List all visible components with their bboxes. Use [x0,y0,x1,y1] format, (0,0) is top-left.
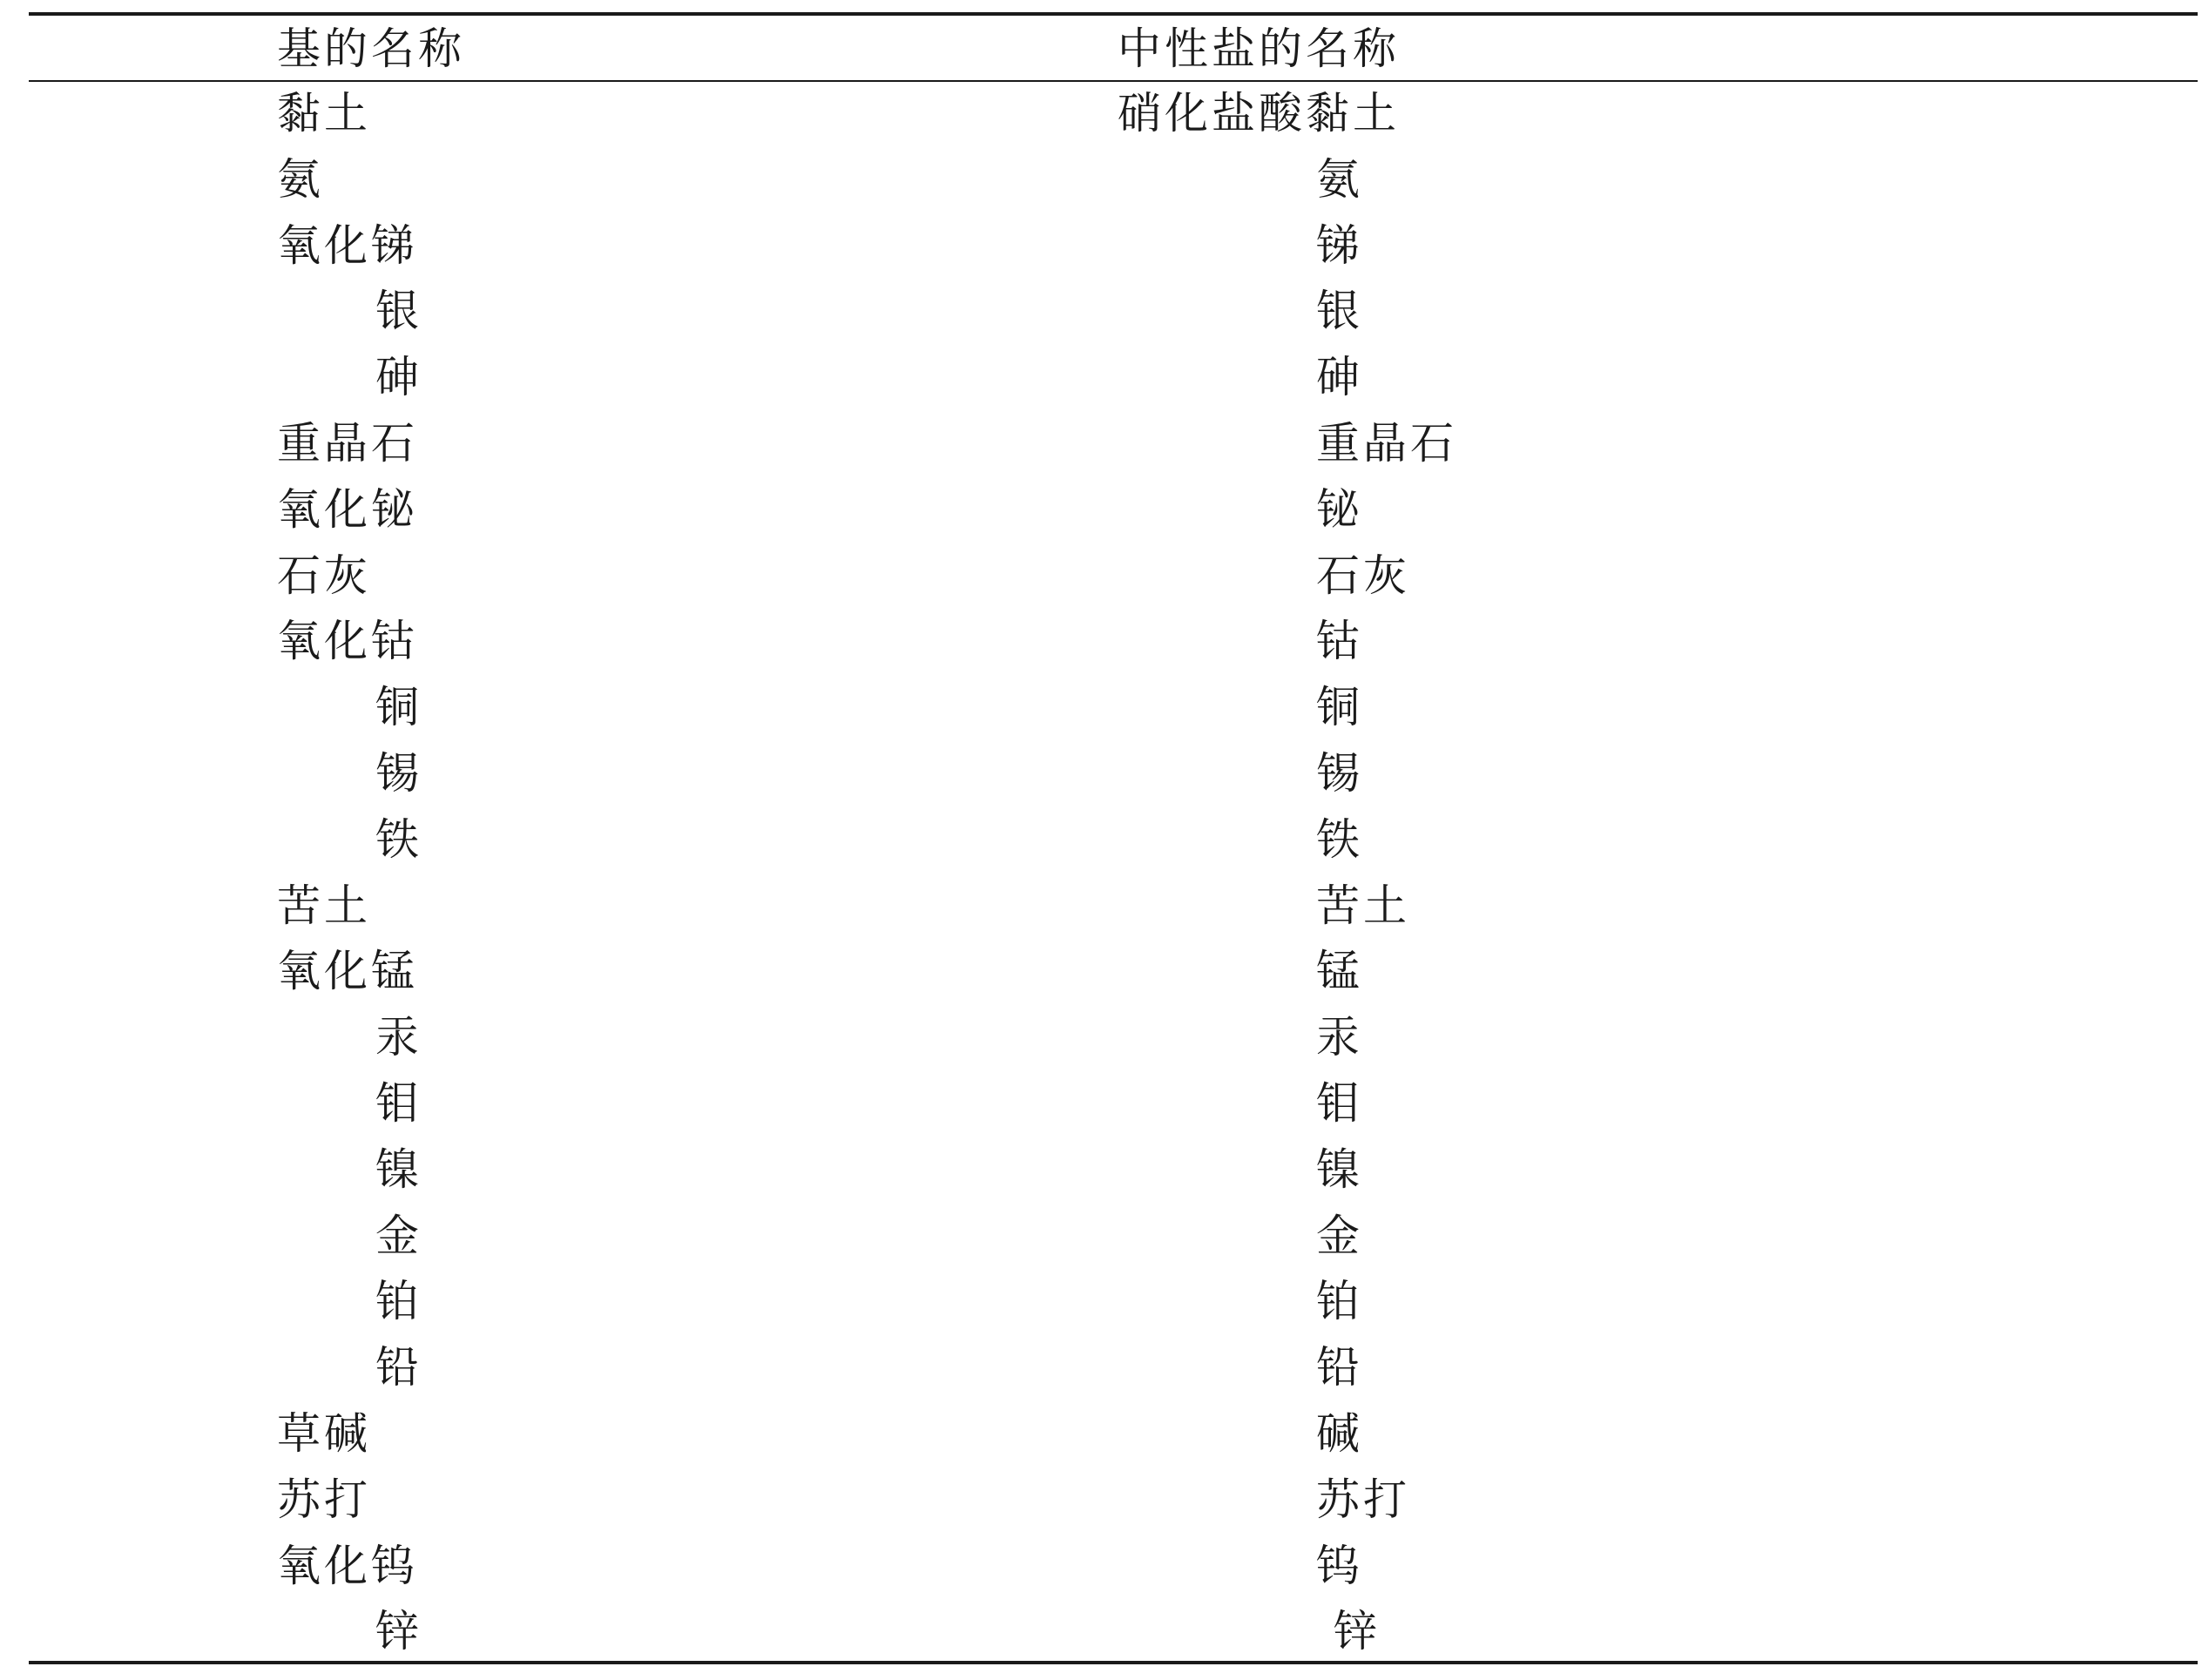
salt-name-cell: 镍 [1316,1144,1363,1195]
salt-name-cell: 铅 [1316,1342,1363,1393]
table-row [29,613,2198,679]
table-row [29,878,2198,944]
base-name-cell: 苦土 [277,880,371,931]
base-name-cell: 铜 [375,682,422,733]
salts-table [29,0,2198,1680]
base-name-cell: 锌 [375,1606,422,1657]
salt-name-cell: 重晶石 [1316,417,1457,469]
salt-name-cell: 苏打 [1316,1474,1410,1525]
table-bottom-rule [29,1661,2198,1664]
table-row [29,1603,2198,1670]
salt-name-cell: 铁 [1316,813,1363,865]
salt-name-cell: 碱 [1316,1407,1363,1459]
salt-name-cell: 钴 [1316,616,1363,667]
table-row [29,548,2198,614]
table-row [29,482,2198,548]
salt-name-cell: 铂 [1316,1276,1363,1327]
table-row [29,85,2198,152]
salt-name-cell: 锑 [1316,219,1363,271]
table-row [29,283,2198,349]
salt-name-cell: 锰 [1316,946,1363,997]
base-name-cell: 黏土 [277,88,371,138]
salt-name-cell: 钨 [1316,1540,1363,1591]
salt-name-cell: 锌 [1334,1606,1381,1657]
salt-name-cell: 汞 [1316,1012,1363,1063]
base-name-cell: 砷 [375,352,422,403]
base-name-cell: 镍 [375,1144,422,1195]
table-row [29,1273,2198,1339]
table-header-rule [29,80,2198,82]
salt-name-cell: 金 [1316,1210,1363,1261]
table-row [29,415,2198,482]
base-name-cell: 重晶石 [277,417,418,469]
table-row [29,1142,2198,1208]
salt-name-cell: 砷 [1316,352,1363,403]
base-name-cell: 氧化锰 [277,946,418,997]
table-row [29,1339,2198,1406]
base-name-cell: 氧化钴 [277,616,418,667]
salt-name-cell: 苦土 [1316,880,1410,931]
base-name-cell: 金 [375,1210,422,1261]
base-name-cell: 铁 [375,813,422,865]
header-salt-name: 中性盐的名称 [1118,24,1400,74]
base-name-cell: 草碱 [277,1407,371,1459]
table-row [29,1406,2198,1472]
table-row [29,1076,2198,1142]
table-row [29,812,2198,878]
salt-name-cell: 氨 [1316,153,1363,205]
base-name-cell: 锡 [375,747,422,799]
base-name-cell: 苏打 [277,1474,371,1525]
base-name-cell: 石灰 [277,550,371,601]
base-name-cell: 汞 [375,1012,422,1063]
salt-name-cell: 锡 [1316,747,1363,799]
table-row [29,152,2198,218]
base-name-cell: 氧化锑 [277,219,418,271]
table-row [29,746,2198,812]
salt-name-cell: 钼 [1316,1077,1363,1129]
base-name-cell: 氧化钨 [277,1540,418,1591]
table-row [29,679,2198,746]
table-row [29,349,2198,415]
base-name-cell: 铂 [375,1276,422,1327]
table-row [29,1208,2198,1274]
table-row [29,218,2198,284]
salt-name-cell: 硝化盐酸黏土 [1118,88,1400,138]
base-name-cell: 氧化铋 [277,483,418,535]
salt-name-cell: 铋 [1316,483,1363,535]
table-row [29,1472,2198,1538]
table-row [29,1538,2198,1604]
base-name-cell: 钼 [375,1077,422,1129]
salt-name-cell: 银 [1316,286,1363,337]
table-row [29,1009,2198,1076]
salt-name-cell: 铜 [1316,682,1363,733]
header-base-name: 基的名称 [277,24,465,74]
table-row [29,943,2198,1009]
table-body [29,85,2198,1670]
base-name-cell: 银 [375,286,422,337]
table-top-rule [29,12,2198,16]
base-name-cell: 氨 [277,153,324,205]
base-name-cell: 铅 [375,1342,422,1393]
salt-name-cell: 石灰 [1316,550,1410,601]
